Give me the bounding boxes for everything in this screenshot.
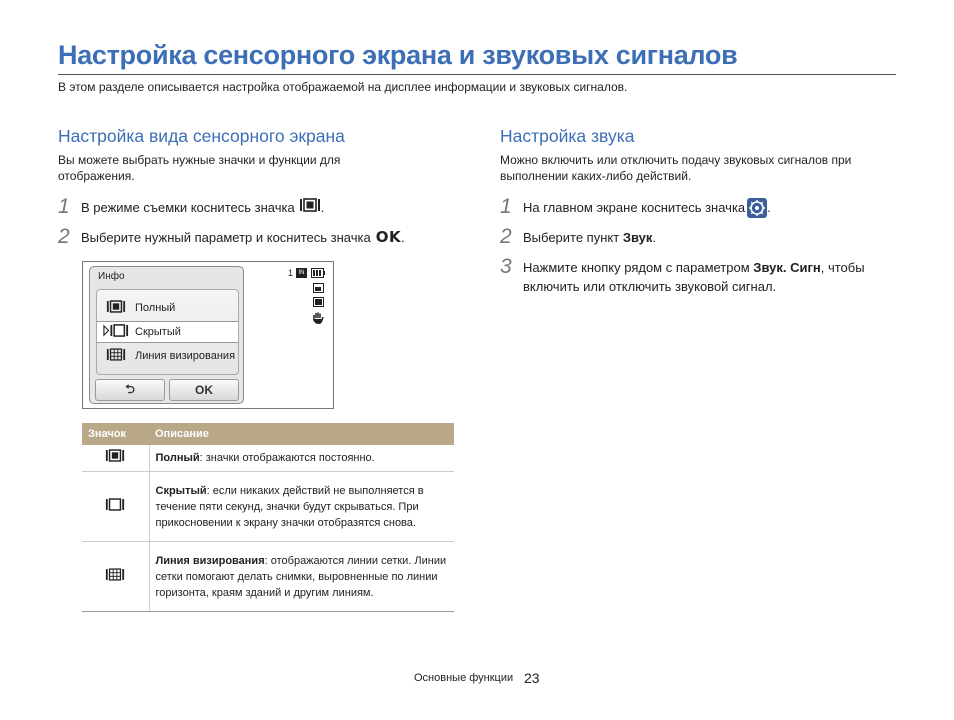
settings-gear-icon	[747, 198, 767, 218]
table-cell-description: Линия визирования: отображаются линии сетки. Линии сетки помогают делать снимки, выровненные по линии горизонта, краям зданий и другим линиям.	[149, 542, 454, 612]
left-step-2: 2 Выберите нужный параметр и коснитесь значка OK .	[58, 225, 405, 248]
step-number: 1	[58, 195, 70, 218]
ok-button[interactable]: OK	[169, 379, 239, 401]
title-divider	[58, 74, 896, 75]
table-header-description: Описание	[149, 423, 454, 445]
intro-text: В этом разделе описывается настройка отображаемой на дисплее информации и звуковых сигналов.	[58, 80, 628, 94]
menu-item-hidden[interactable]	[96, 321, 239, 343]
menu-item-label: Скрытый	[135, 326, 181, 338]
right-step-3: 3 Нажмите кнопку рядом с параметром Звук. Сигн, чтобы включить или отключить звуковой сигнал.	[500, 255, 865, 294]
menu-title: Инфо	[98, 271, 125, 282]
page-number: 23	[524, 670, 540, 686]
image-size-icon	[313, 283, 324, 293]
display-grid-icon	[82, 542, 149, 612]
right-step-2: 2 Выберите пункт Звук.	[500, 225, 657, 248]
menu-item-full[interactable]	[97, 297, 239, 319]
step-number: 3	[500, 255, 512, 278]
back-arrow-icon: ⮌	[125, 381, 135, 396]
right-heading: Настройка звука	[500, 126, 635, 146]
display-full-icon	[299, 198, 321, 212]
display-grid-icon	[97, 348, 135, 364]
menu-item-label: Полный	[135, 302, 176, 314]
battery-icon	[311, 268, 325, 278]
left-paragraph: Вы можете выбрать нужные значки и функции для отображения.	[58, 153, 341, 183]
icon-table	[82, 423, 454, 612]
step-number: 1	[500, 195, 512, 218]
footer-section: Основные функции	[414, 672, 514, 684]
step-number: 2	[58, 225, 70, 248]
page-title: Настройка сенсорного экрана и звуковых сигналов	[58, 40, 738, 70]
display-hidden-icon	[97, 324, 135, 340]
step-number: 2	[500, 225, 512, 248]
step-text: Выберите нужный параметр и коснитесь значка	[81, 230, 371, 245]
info-menu	[89, 266, 244, 404]
left-heading: Настройка вида сенсорного экрана	[58, 126, 345, 146]
menu-list	[96, 289, 239, 375]
internal-memory-icon: IN	[296, 268, 307, 278]
table-cell-description: Скрытый: если никаких действий не выполняется в течение пяти секунд, значки будут скрываться. При прикосновении к экрану значки отобразятся снова.	[149, 472, 454, 542]
menu-item-guideline[interactable]	[97, 345, 239, 367]
right-step-1: 1 На главном экране коснитесь значка .	[500, 195, 771, 218]
display-hidden-icon	[82, 472, 149, 542]
step-text: В режиме съемки коснитесь значка	[81, 200, 295, 215]
table-row	[82, 445, 454, 472]
ok-icon: OK	[375, 228, 402, 246]
quality-icon	[313, 297, 324, 307]
table-header-icon: Значок	[82, 423, 149, 445]
display-full-icon	[97, 300, 135, 316]
right-paragraph: Можно включить или отключить подачу звуковых сигналов при выполнении каких-либо действий.	[500, 153, 852, 183]
back-button[interactable]	[95, 379, 165, 401]
step-text: На главном экране коснитесь значка	[523, 200, 746, 215]
table-cell-description: Полный: значки отображаются постоянно.	[149, 445, 454, 472]
left-step-1: 1 В режиме съемки коснитесь значка .	[58, 195, 325, 218]
table-row	[82, 542, 454, 612]
table-row	[82, 472, 454, 542]
stabilization-hand-icon	[312, 311, 325, 325]
shot-count: 1	[288, 268, 294, 278]
display-full-icon	[82, 445, 149, 472]
camera-screen	[82, 261, 334, 409]
menu-item-label: Линия визирования	[135, 350, 236, 362]
